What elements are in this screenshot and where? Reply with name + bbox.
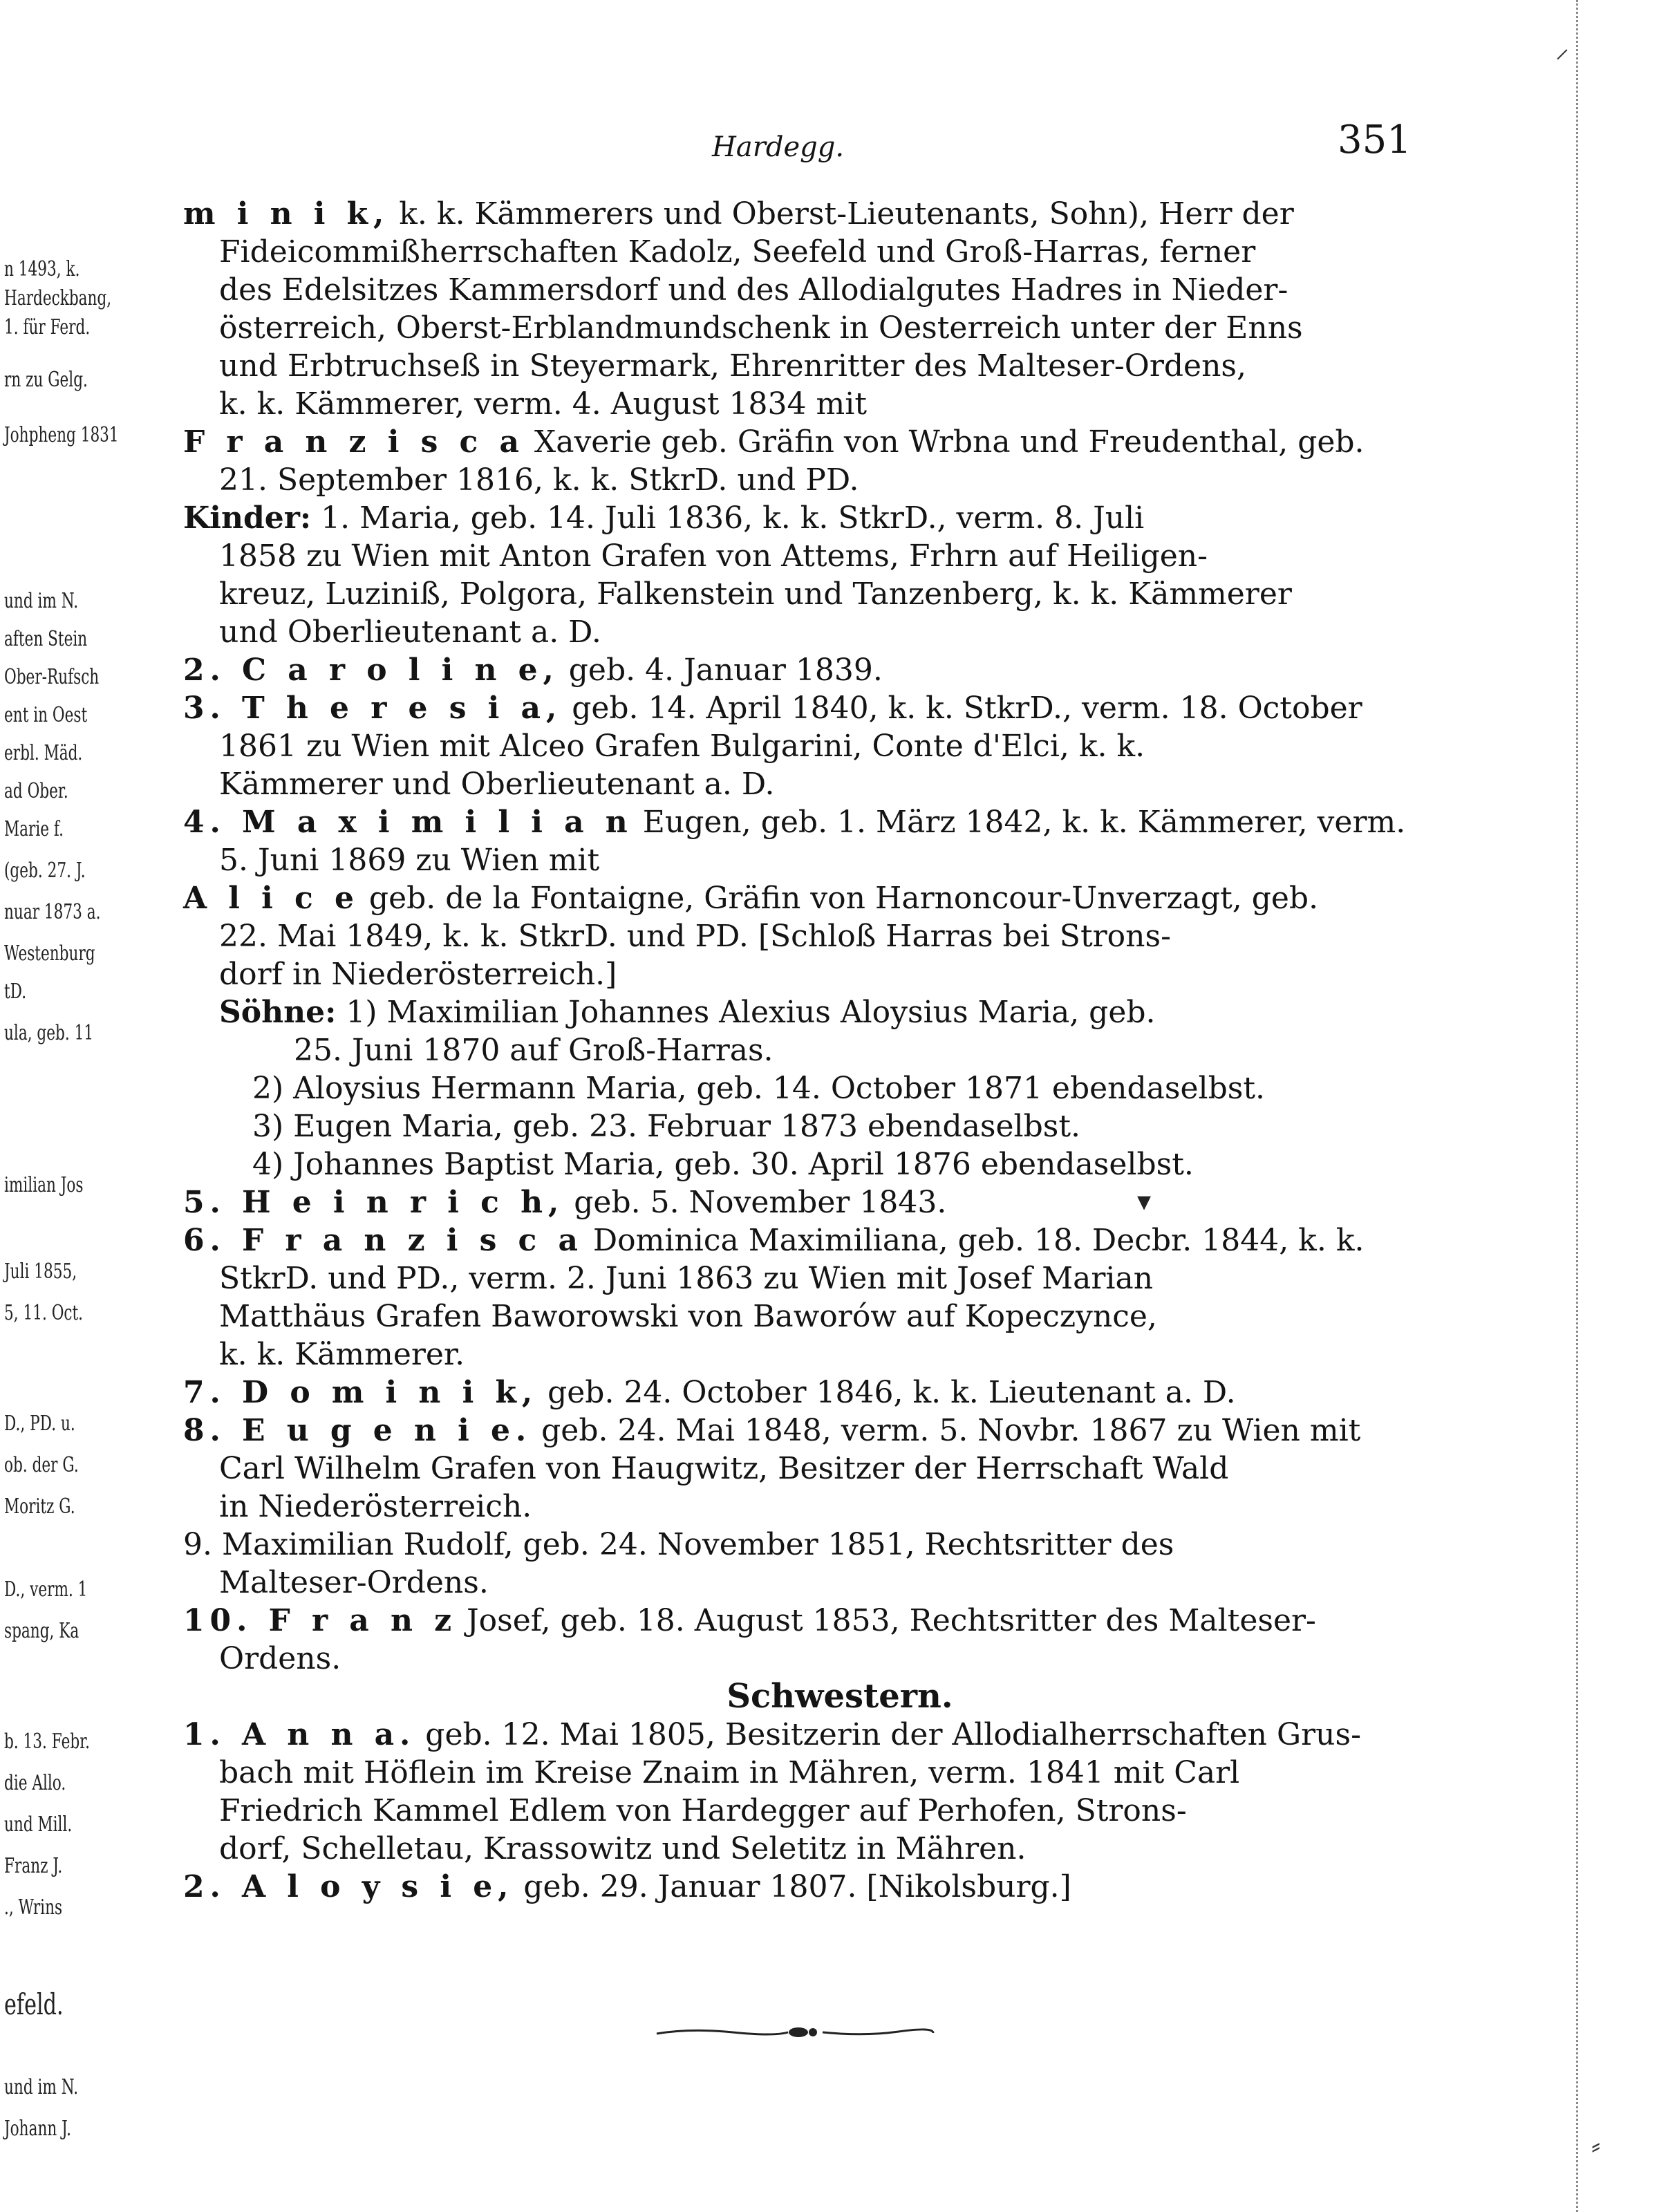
line-text: geb. de la Fontaigne, Gräfin von Harnoncour-Unverzagt, geb. <box>368 881 1319 916</box>
text-line <box>183 1412 1414 1450</box>
text-line <box>183 1868 1414 1906</box>
end-ornament <box>650 2018 940 2046</box>
text-line: 3) Eugen Maria, geb. 23. Februar 1873 ebendaselbst. <box>252 1109 1081 1144</box>
margin-fragment: spang, Ka <box>4 1619 79 1643</box>
text-line: in Niederösterreich. <box>219 1489 532 1524</box>
line-text: geb. 5. November 1843. <box>574 1185 947 1220</box>
name-spaced: 5. H e i n r i c h, <box>183 1185 565 1220</box>
text-line <box>183 1183 1414 1221</box>
margin-fragment: Westenburg <box>4 941 95 966</box>
text-line: Fideicommißherrschaften Kadolz, Seefeld und Groß-Harras, ferner <box>219 234 1256 270</box>
name-spaced: A l i c e <box>183 881 359 916</box>
text-line: Friedrich Kammel Edlem von Hardegger auf Perhofen, Strons- <box>219 1793 1187 1828</box>
text-line: StkrD. und PD., verm. 2. Juni 1863 zu Wien mit Josef Marian <box>219 1261 1154 1296</box>
margin-fragment: ula, geb. 11 <box>4 1021 94 1045</box>
text-line: österreich, Oberst-Erblandmundschenk in Oesterreich unter der Enns <box>219 310 1303 346</box>
margin-fragment: Juli 1855, <box>4 1259 77 1284</box>
text-line: Kämmerer und Oberlieutenant a. D. <box>219 767 775 802</box>
text-line <box>183 499 1414 537</box>
line-text: 1. Maria, geb. 14. Juli 1836, k. k. StkrD., verm. 8. Juli <box>321 500 1145 536</box>
margin-fragment: rn zu Gelg. <box>4 368 88 392</box>
text-line: 22. Mai 1849, k. k. StkrD. und PD. [Schloß Harras bei Strons- <box>219 919 1171 954</box>
name-spaced: 4. M a x i m i l i a n <box>183 805 633 840</box>
section-label: Söhne: <box>219 995 337 1030</box>
line-text: geb. 14. April 1840, k. k. StkrD., verm. 18. October <box>572 691 1362 726</box>
genealogy-text <box>183 195 1414 1906</box>
margin-fragment: Johpheng 1831 <box>4 423 119 447</box>
text-line: dorf in Niederösterreich.] <box>219 957 617 992</box>
name-spaced: m i n i k, <box>183 196 390 232</box>
line-text: Eugen, geb. 1. März 1842, k. k. Kämmerer, verm. <box>642 805 1406 840</box>
margin-fragment: n 1493, k. <box>4 257 80 281</box>
text-line <box>183 1221 1414 1259</box>
name-spaced: F r a n z i s c a <box>183 424 525 460</box>
text-line <box>183 1602 1414 1640</box>
text-line: Carl Wilhelm Grafen von Haugwitz, Besitzer der Herrschaft Wald <box>219 1451 1229 1486</box>
name-spaced: 3. T h e r e s i a, <box>183 691 563 726</box>
text-line: 1858 zu Wien mit Anton Grafen von Attems, Frhrn auf Heiligen- <box>219 538 1208 574</box>
section-heading: Schwestern. <box>727 1677 953 1716</box>
line-text: Dominica Maximiliana, geb. 18. Decbr. 1844, k. k. <box>592 1223 1365 1258</box>
margin-fragment: Hardeckbang, <box>4 286 112 310</box>
line-text: Rudolf, geb. 24. November 1851, Rechtsritter des <box>403 1527 1174 1562</box>
line-text: Josef, geb. 18. August 1853, Rechtsritter des Malteser- <box>467 1603 1316 1638</box>
left-page-margin-fragments <box>0 0 119 2212</box>
text-line: und Oberlieutenant a. D. <box>219 615 601 650</box>
name-spaced: 2. A l o y s i e, <box>183 1869 514 1904</box>
margin-fragment: Franz J. <box>4 1854 63 1878</box>
scan-mark: ⸗ <box>1591 2130 1601 2162</box>
text-line <box>183 879 1414 917</box>
margin-fragment: ent in Oest <box>4 703 88 727</box>
margin-fragment: ., Wrins <box>4 1895 63 1920</box>
text-line: Ordens. <box>219 1641 341 1676</box>
text-line: Malteser-Ordens. <box>219 1565 489 1600</box>
text-line <box>183 195 1414 233</box>
name-spaced: 2. C a r o l i n e, <box>183 653 559 688</box>
margin-fragment: nuar 1873 a. <box>4 900 101 924</box>
text-line <box>183 1716 1414 1754</box>
margin-fragment: Marie f. <box>4 817 64 841</box>
text-line <box>183 803 1414 841</box>
margin-fragment: erbl. Mäd. <box>4 741 83 765</box>
margin-fragment: 1. für Ferd. <box>4 315 91 339</box>
name-spaced: 1. A n n a. <box>183 1717 416 1752</box>
margin-fragment: D., PD. u. <box>4 1412 75 1436</box>
margin-fragment: (geb. 27. J. <box>4 859 86 883</box>
text-line: Matthäus Grafen Baworowski von Baworów auf Kopeczynce, <box>219 1299 1157 1334</box>
page-gutter-line <box>1576 0 1580 2212</box>
page-number: 351 <box>1338 118 1412 162</box>
margin-fragment: und im N. <box>4 589 79 613</box>
text-line: k. k. Kämmerer. <box>219 1337 465 1372</box>
margin-fragment: efeld. <box>4 1987 64 2021</box>
line-text: geb. 24. Mai 1848, verm. 5. Novbr. 1867 zu Wien mit <box>541 1413 1361 1448</box>
name-spaced: 7. D o m i n i k, <box>183 1375 538 1410</box>
ink-speck: ▾ <box>1137 1185 1152 1217</box>
text-line <box>183 423 1414 461</box>
line-text: geb. 29. Januar 1807. [Nikolsburg.] <box>523 1869 1071 1904</box>
name-plain: 9. Maximilian <box>183 1527 394 1562</box>
margin-fragment: b. 13. Febr. <box>4 1730 91 1754</box>
text-line: 2) Aloysius Hermann Maria, geb. 14. October 1871 ebendaselbst. <box>252 1071 1266 1106</box>
line-text: geb. 24. October 1846, k. k. Lieutenant a. D. <box>547 1375 1236 1410</box>
text-line: 4) Johannes Baptist Maria, geb. 30. April 1876 ebendaselbst. <box>252 1147 1194 1182</box>
margin-fragment: ad Ober. <box>4 779 68 803</box>
running-head: Hardegg. <box>712 131 845 163</box>
text-line: 1861 zu Wien mit Alceo Grafen Bulgarini, Conte d'Elci, k. k. <box>219 729 1145 764</box>
margin-fragment: Moritz G. <box>4 1494 75 1519</box>
text-line <box>183 689 1414 727</box>
margin-fragment: aften Stein <box>4 627 88 651</box>
scan-mark: ⸝ <box>1555 32 1569 64</box>
text-line: 21. September 1816, k. k. StkrD. und PD. <box>219 462 859 498</box>
line-text: k. k. Kämmerers und Oberst-Lieutenants, Sohn), Herr der <box>399 196 1294 232</box>
text-line <box>183 1526 1414 1564</box>
name-spaced: 8. E u g e n i e. <box>183 1413 532 1448</box>
text-line: und Erbtruchseß in Steyermark, Ehrenritter des Malteser-Ordens, <box>219 348 1246 384</box>
line-text: geb. 12. Mai 1805, Besitzerin der Allodialherrschaften Grus- <box>425 1717 1361 1752</box>
line-text: 1) Maximilian Johannes Alexius Aloysius Maria, geb. <box>346 995 1156 1030</box>
section-label: Kinder: <box>183 500 312 536</box>
margin-fragment: und Mill. <box>4 1812 73 1837</box>
line-text: Xaverie geb. Gräfin von Wrbna und Freudenthal, geb. <box>534 424 1365 460</box>
margin-fragment: tD. <box>4 980 27 1004</box>
margin-fragment: die Allo. <box>4 1771 66 1795</box>
margin-fragment: imilian Jos <box>4 1173 84 1197</box>
text-line: 25. Juni 1870 auf Groß-Harras. <box>294 1033 774 1068</box>
margin-fragment: Johann J. <box>4 2117 71 2141</box>
line-text: geb. 4. Januar 1839. <box>568 653 883 688</box>
text-line: bach mit Höflein im Kreise Znaim in Mähren, verm. 1841 mit Carl <box>219 1755 1240 1790</box>
text-line: k. k. Kämmerer, verm. 4. August 1834 mit <box>219 386 867 422</box>
text-line: des Edelsitzes Kammersdorf und des Allodialgutes Hadres in Nieder- <box>219 272 1288 308</box>
text-line: dorf, Schelletau, Krassowitz und Seletitz in Mähren. <box>219 1831 1027 1866</box>
text-line <box>183 993 1414 1031</box>
margin-fragment: Ober-Rufsch <box>4 665 100 689</box>
text-line <box>183 651 1414 689</box>
text-line <box>183 1374 1414 1412</box>
margin-fragment: 5, 11. Oct. <box>4 1301 84 1325</box>
margin-fragment: D., verm. 1 <box>4 1577 88 1602</box>
margin-fragment: ob. der G. <box>4 1453 79 1477</box>
name-spaced: 6. F r a n z i s c a <box>183 1223 583 1258</box>
text-line: kreuz, Luziniß, Polgora, Falkenstein und Tanzenberg, k. k. Kämmerer <box>219 577 1292 612</box>
name-spaced: 10. F r a n z <box>183 1603 458 1638</box>
text-line: 5. Juni 1869 zu Wien mit <box>219 843 600 878</box>
margin-fragment: und im N. <box>4 2075 79 2099</box>
